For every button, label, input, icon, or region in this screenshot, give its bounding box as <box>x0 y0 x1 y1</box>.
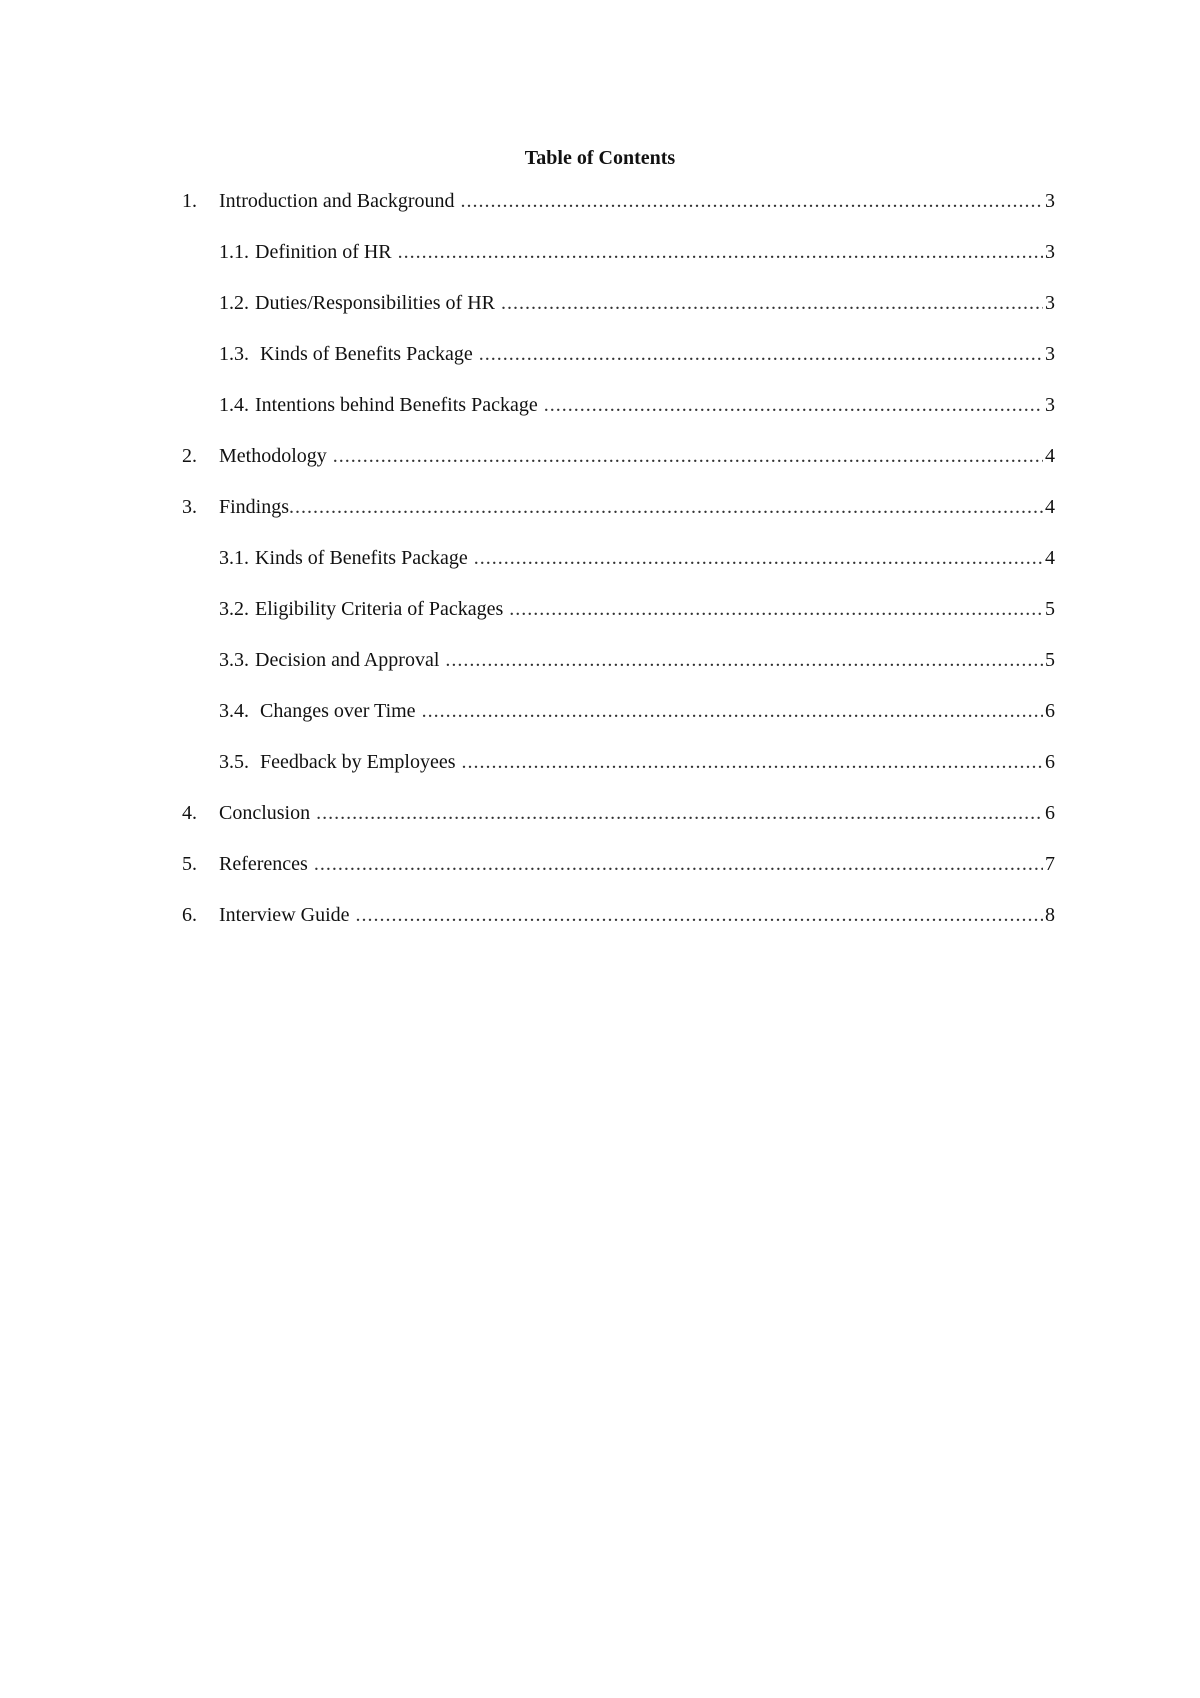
toc-subentry <box>182 647 1055 698</box>
toc-entry-label: Kinds of Benefits Package <box>255 343 473 365</box>
toc-dot-leader <box>316 800 1043 826</box>
toc-entry-label: Interview Guide <box>219 904 350 926</box>
toc-entry-number: 2. <box>182 445 197 467</box>
toc-entry-label: Eligibility Criteria of Packages <box>255 598 504 620</box>
toc-entry-number: 3.5. <box>219 751 249 773</box>
toc-subentry <box>182 596 1055 647</box>
toc-entry-number: 6. <box>182 904 197 926</box>
toc-dot-leader <box>333 443 1043 469</box>
toc-entry-page: 5 <box>1045 649 1055 671</box>
toc-dot-leader <box>479 341 1043 367</box>
toc-dot-leader <box>474 545 1043 571</box>
toc-entry-label: Methodology <box>219 445 327 467</box>
toc-dot-leader <box>289 494 1043 520</box>
toc-entry-number: 3. <box>182 496 197 518</box>
toc-dot-leader <box>461 188 1044 214</box>
toc-entry-label: Decision and Approval <box>255 649 440 671</box>
toc-dot-leader <box>501 290 1043 316</box>
toc-entry-page: 8 <box>1045 904 1055 926</box>
toc-entry-page: 6 <box>1045 802 1055 824</box>
toc-dot-leader <box>422 698 1043 724</box>
toc-entry-label: Conclusion <box>219 802 311 824</box>
toc-entry-page: 3 <box>1045 292 1055 314</box>
toc-entry-page: 6 <box>1045 751 1055 773</box>
toc-entry-page: 7 <box>1045 853 1055 875</box>
toc-entry-page: 5 <box>1045 598 1055 620</box>
toc-entry-page: 3 <box>1045 190 1055 212</box>
toc-entry-label: References <box>219 853 308 875</box>
toc-dot-leader <box>462 749 1044 775</box>
toc-list <box>182 188 1055 953</box>
toc-entry-number: 1.1. <box>219 241 249 263</box>
toc-entry-number: 4. <box>182 802 197 824</box>
toc-subentry <box>182 392 1055 443</box>
toc-entry-label: Feedback by Employees <box>255 751 456 773</box>
toc-entry-number: 1. <box>182 190 197 212</box>
toc-entry-page: 4 <box>1045 445 1055 467</box>
toc-entry-label: Kinds of Benefits Package <box>255 547 468 569</box>
toc-entry <box>182 851 1055 902</box>
toc-entry-label: Changes over Time <box>255 700 416 722</box>
toc-subentry <box>182 290 1055 341</box>
toc-entry-number: 3.4. <box>219 700 249 722</box>
toc-entry <box>182 800 1055 851</box>
toc-entry <box>182 443 1055 494</box>
toc-dot-leader <box>509 596 1043 622</box>
toc-dot-leader <box>445 647 1043 673</box>
toc-subentry <box>182 749 1055 800</box>
toc-entry-page: 6 <box>1045 700 1055 722</box>
toc-dot-leader <box>398 239 1043 265</box>
toc-entry-number: 1.4. <box>219 394 249 416</box>
toc-dot-leader <box>356 902 1043 928</box>
toc-entry <box>182 188 1055 239</box>
toc-entry-page: 3 <box>1045 343 1055 365</box>
toc-entry <box>182 494 1055 545</box>
toc-entry-page: 4 <box>1045 547 1055 569</box>
toc-dot-leader <box>544 392 1043 418</box>
toc-entry-number: 1.2. <box>219 292 249 314</box>
toc-title: Table of Contents <box>524 147 676 169</box>
toc-entry-number: 1.3. <box>219 343 249 365</box>
toc-subentry <box>182 341 1055 392</box>
toc-entry-label: Duties/Responsibilities of HR <box>255 292 495 314</box>
toc-entry-label: Findings <box>219 496 290 518</box>
toc-subentry <box>182 239 1055 290</box>
toc-dot-leader <box>314 851 1043 877</box>
toc-entry <box>182 902 1055 953</box>
toc-subentry <box>182 698 1055 749</box>
toc-entry-page: 3 <box>1045 394 1055 416</box>
toc-entry-number: 3.1. <box>219 547 249 569</box>
toc-entry-number: 3.2. <box>219 598 249 620</box>
toc-entry-label: Introduction and Background <box>219 190 455 212</box>
toc-entry-label: Definition of HR <box>255 241 392 263</box>
toc-entry-page: 4 <box>1045 496 1055 518</box>
toc-entry-label: Intentions behind Benefits Package <box>255 394 538 416</box>
toc-entry-number: 3.3. <box>219 649 249 671</box>
toc-entry-page: 3 <box>1045 241 1055 263</box>
toc-subentry <box>182 545 1055 596</box>
toc-entry-number: 5. <box>182 853 197 875</box>
